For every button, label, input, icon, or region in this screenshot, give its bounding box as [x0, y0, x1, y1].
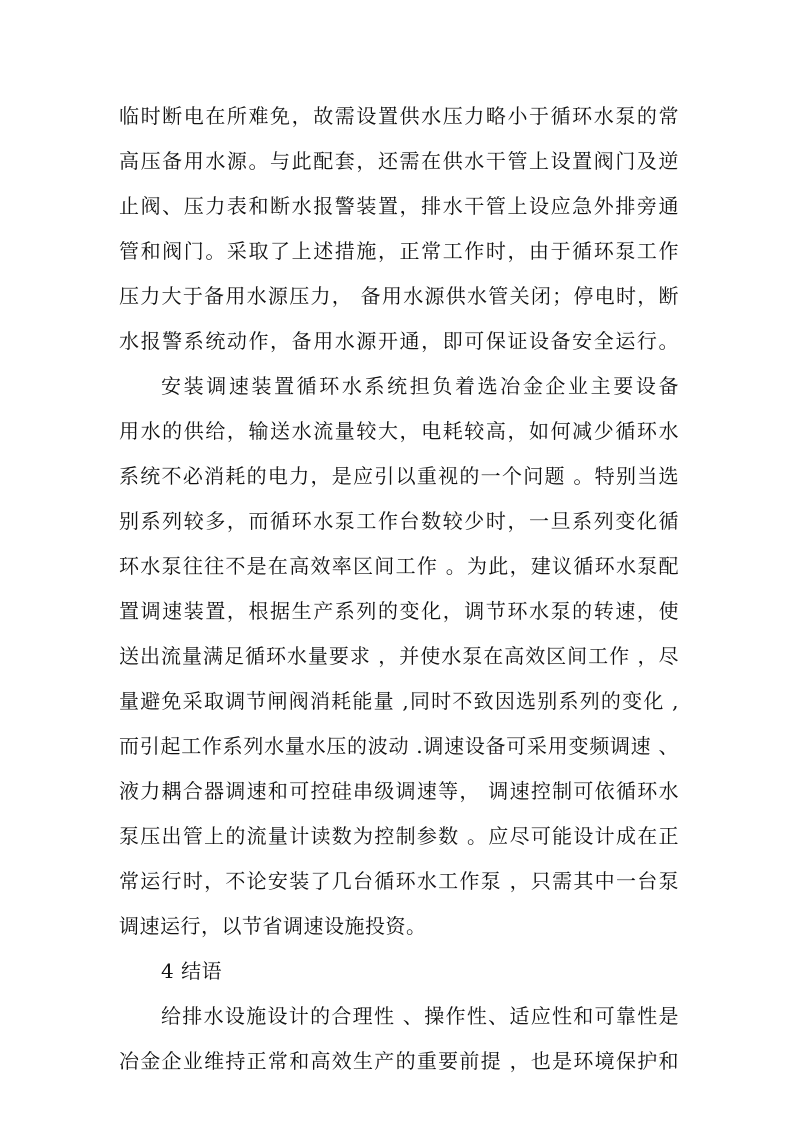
text-line: 置调速装置，根据生产系列的变化，调节环水泵的转速，使	[119, 599, 679, 623]
text-line: 送出流量满足循环水量要求 ，并使水泵在高效区间工作 ，尽	[119, 644, 679, 668]
text-line: 量避免采取调节闸阀消耗能量 ,同时不致因选别系列的变化 ,	[119, 689, 679, 713]
text-line: 临时断电在所难免，故需设置供水压力略小于循环水泵的常	[119, 104, 679, 128]
text-line: 环水泵往往不是在高效率区间工作 。为此，建议循环水泵配	[119, 554, 679, 578]
text-line: 常运行时，不论安装了几台循环水工作泵 ，只需其中一台泵	[119, 869, 679, 893]
text-line: 泵压出管上的流量计读数为控制参数 。应尽可能设计成在正	[119, 824, 679, 848]
text-line: 而引起工作系列水量水压的波动 .调速设备可采用变频调速 、	[119, 734, 679, 758]
text-line: 压力大于备用水源压力， 备用水源供水管关闭；停电时，断	[119, 284, 679, 308]
text-line: 止阀、压力表和断水报警装置，排水干管上设应急外排旁通	[119, 194, 679, 218]
text-line: 用水的供给，输送水流量较大，电耗较高，如何减少循环水	[119, 419, 679, 443]
paragraph-first-line: 安装调速装置循环水系统担负着选冶金企业主要设备	[161, 374, 679, 398]
paragraph-first-line: 给排水设施设计的合理性 、操作性、适应性和可靠性是	[161, 1004, 679, 1028]
text-line: 别系列较多，而循环水泵工作台数较少时，一旦系列变化循	[119, 509, 679, 533]
section-heading: 4 结语	[161, 959, 223, 983]
text-line: 水报警系统动作，备用水源开通，即可保证设备安全运行。	[119, 329, 679, 353]
text-line: 系统不必消耗的电力，是应引以重视的一个问题 。特别当选	[119, 464, 679, 488]
text-line: 液力耦合器调速和可控硅串级调速等， 调速控制可依循环水	[119, 779, 679, 803]
paragraph-last-line: 调速运行，以节省调速设施投资。	[119, 914, 427, 938]
text-line: 管和阀门。采取了上述措施，正常工作时，由于循环泵工作	[119, 239, 679, 263]
text-line: 高压备用水源。与此配套，还需在供水干管上设置阀门及逆	[119, 149, 679, 173]
text-line: 冶金企业维持正常和高效生产的重要前提 ，也是环境保护和	[119, 1049, 679, 1073]
